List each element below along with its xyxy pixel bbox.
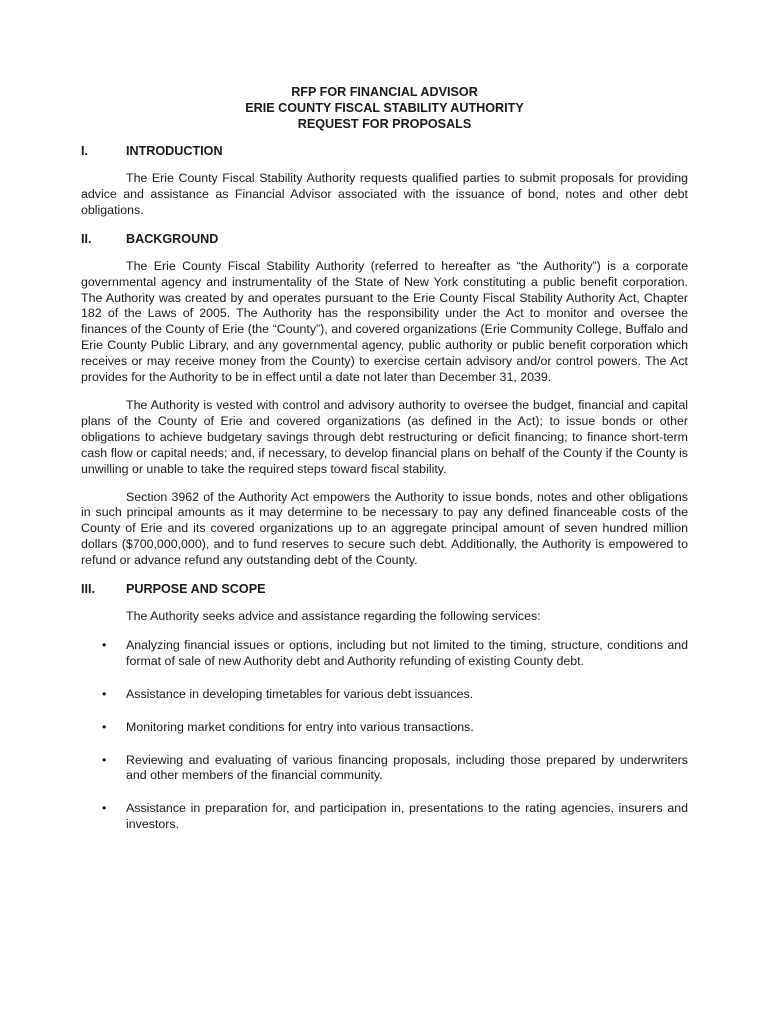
list-item-text: Analyzing financial issues or options, including but not limited to the timing, structure, conditions and format of sale of new Authority debt and Authority refunding of existing County debt. <box>126 637 688 668</box>
section-heading-purpose-and-scope <box>81 581 688 597</box>
services-list <box>81 638 688 833</box>
section-title: BACKGROUND <box>126 231 219 246</box>
section-number: III. <box>81 582 95 597</box>
purpose-intro: The Authority seeks advice and assistance regarding the following services: <box>126 609 541 624</box>
list-item-text: Assistance in developing timetables for various debt issuances. <box>126 686 474 701</box>
list-item <box>81 687 688 703</box>
bullet-icon: • <box>102 637 107 652</box>
background-paragraph-3: Section 3962 of the Authority Act empowers the Authority to issue bonds, notes and other obligations in such principal amounts as it may determine to be necessary to pay any defined financeable costs of the County of Erie and its covered organizations up to an aggregate principal amount of seven hundred million dollars ($700,000,000), and to fund reserves to secure such debt. Additionally, the Authority is empowered to refund or advance refund any outstanding debt of the County. <box>81 489 688 568</box>
background-paragraph-1: The Erie County Fiscal Stability Authority (referred to hereafter as “the Authority”) is a corporate governmental agency and instrumentality of the State of New York constituting a public benefit corporation. The Authority was created by and operates pursuant to the Erie County Fiscal Stability Authority Act, Chapter 182 of the Laws of 2005. The Authority has the responsibility under the Act to monitor and oversee the finances of the County of Erie (the “County”), and covered organizations (Erie Community College, Buffalo and Erie County Public Library, and any governmental agency, public authority or public benefit corporation which receives or may receive money from the County) to exercise certain advisory and/or control powers. The Act provides for the Authority to be in effect until a date not later than December 31, 2039. <box>81 258 688 385</box>
document-title <box>81 84 688 132</box>
title-line-3: REQUEST FOR PROPOSALS <box>297 117 472 131</box>
section-heading-background <box>81 231 688 247</box>
background-paragraph-2: The Authority is vested with control and advisory authority to oversee the budget, financial and capital plans of the County of Erie and covered organizations (as defined in the Act); to issue bonds or other obligations to achieve budgetary savings through debt restructuring or deficit financing; to finance short-term cash flow or capital needs; and, if necessary, to develop financial plans on behalf of the County if the County is unwilling or unable to take the required steps toward fiscal stability. <box>81 397 688 476</box>
list-item <box>81 638 688 670</box>
bullet-icon: • <box>102 752 107 767</box>
title-line-1: RFP FOR FINANCIAL ADVISOR <box>291 85 478 99</box>
section-heading-introduction <box>81 143 688 159</box>
section-number: II. <box>81 231 92 246</box>
section-title: INTRODUCTION <box>126 144 223 158</box>
section-title: PURPOSE AND SCOPE <box>126 582 266 597</box>
list-item <box>81 720 688 736</box>
list-item <box>81 753 688 785</box>
bullet-icon: • <box>102 801 107 816</box>
bullet-icon: • <box>102 686 107 701</box>
list-item-text: Reviewing and evaluating of various financing proposals, including those prepared by underwriters and other members of the financial community. <box>126 752 688 783</box>
title-line-2: ERIE COUNTY FISCAL STABILITY AUTHORITY <box>245 101 524 115</box>
section-number: I. <box>81 144 88 158</box>
introduction-paragraph: The Erie County Fiscal Stability Authority requests qualified parties to submit proposals for providing advice and assistance as Financial Advisor associated with the issuance of bond, notes and other debt obligations. <box>81 171 688 217</box>
bullet-icon: • <box>102 719 107 734</box>
list-item <box>81 801 688 833</box>
list-item-text: Assistance in preparation for, and participation in, presentations to the rating agencies, insurers and investors. <box>126 801 688 832</box>
list-item-text: Monitoring market conditions for entry into various transactions. <box>126 719 474 734</box>
